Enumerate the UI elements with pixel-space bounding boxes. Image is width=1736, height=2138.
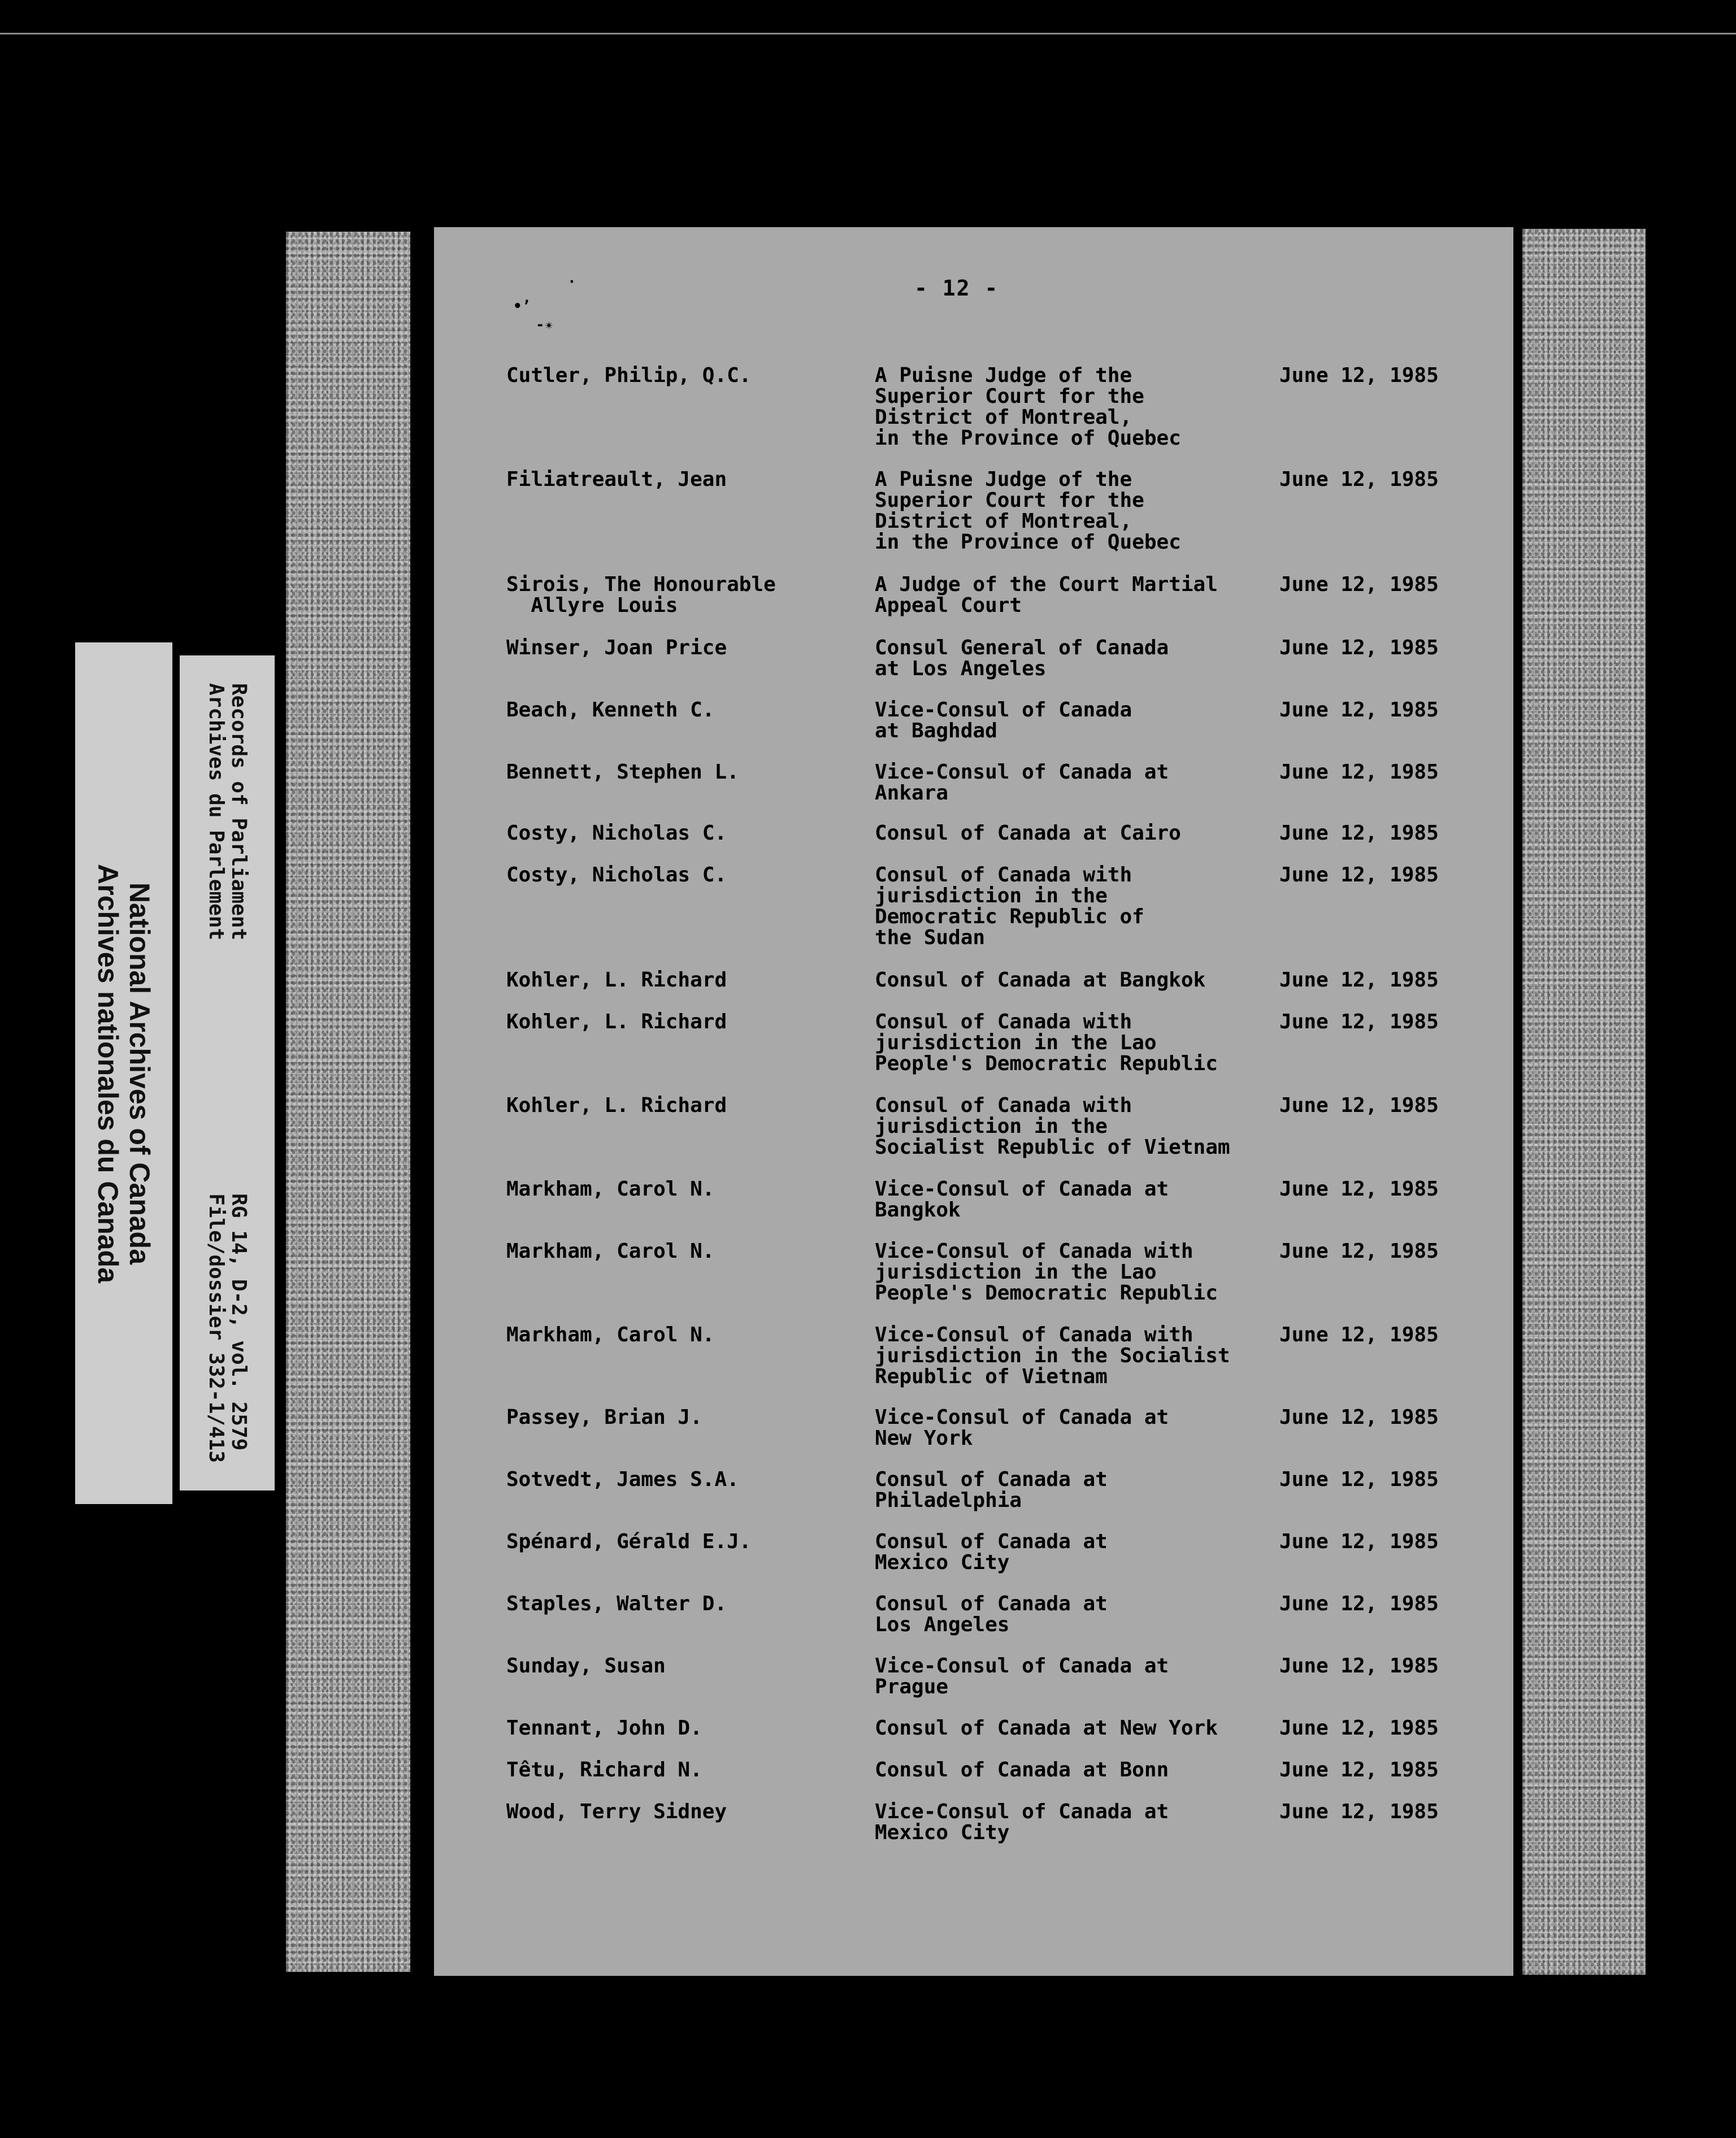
appointment-date: June 12, 1985 [1279, 1177, 1439, 1201]
appointee-name: Kohler, L. Richard [506, 968, 727, 992]
appointment-date: June 12, 1985 [1279, 698, 1439, 722]
document-page [434, 227, 1513, 1976]
appointee-name: Costy, Nicholas C. [506, 863, 727, 887]
appointee-name: Filiatreault, Jean [506, 468, 727, 491]
appointment-position: Vice-Consul of Canada at Mexico City [875, 1800, 1169, 1844]
records-series [205, 683, 250, 940]
archives-reference-label [180, 655, 275, 1490]
records-series-en: Records of Parliament [227, 683, 250, 941]
appointment-date: June 12, 1985 [1279, 636, 1439, 659]
appointment-position: Consul of Canada with jurisdiction in the Socialist Republic of Vietnam [875, 1094, 1230, 1159]
appointment-date: June 12, 1985 [1279, 364, 1439, 387]
appointment-position: Vice-Consul of Canada at Bangkok [875, 1177, 1169, 1222]
appointment-position: Consul of Canada at New York [875, 1717, 1218, 1740]
appointee-name: Sirois, The Honourable Allyre Louis [506, 573, 776, 617]
appointment-position: Consul of Canada at Philadelphia [875, 1468, 1108, 1512]
appointment-position: Vice-Consul of Canada at Ankara [875, 761, 1169, 805]
appointee-name: Passey, Brian J. [506, 1406, 702, 1429]
scratch-mark: · [567, 273, 576, 290]
archives-stamp-label [75, 642, 172, 1504]
appointee-name: Sotvedt, James S.A. [506, 1468, 739, 1491]
appointment-date: June 12, 1985 [1279, 1717, 1439, 1740]
appointee-name: Bennett, Stephen L. [506, 761, 739, 784]
appointee-name: Kohler, L. Richard [506, 1094, 727, 1117]
page-number: - 12 - [914, 276, 999, 301]
appointment-position: Vice-Consul of Canada at New York [875, 1406, 1169, 1450]
appointment-position: A Puisne Judge of the Superior Court for the District of Montreal, in the Province of Quebec [875, 468, 1181, 554]
scanner-edge-line [0, 33, 1736, 34]
appointment-date: June 12, 1985 [1279, 1468, 1439, 1491]
scratch-mark: •’ [513, 298, 531, 315]
appointment-position: Consul of Canada at Cairo [875, 822, 1181, 845]
appointment-position: Consul of Canada with jurisdiction in the Lao People's Democratic Republic [875, 1010, 1218, 1075]
appointment-position: Vice-Consul of Canada with jurisdiction in the Socialist Republic of Vietnam [875, 1323, 1230, 1388]
appointee-name: Markham, Carol N. [506, 1323, 715, 1346]
appointment-position: Vice-Consul of Canada with jurisdiction in the Lao People's Democratic Republic [875, 1240, 1218, 1305]
appointee-name: Winser, Joan Price [506, 636, 727, 659]
appointee-name: Staples, Walter D. [506, 1592, 727, 1615]
records-series-fr: Archives du Parlement [205, 683, 228, 941]
appointment-date: June 12, 1985 [1279, 1010, 1439, 1033]
page-edge-right [1522, 229, 1646, 1975]
appointment-date: June 12, 1985 [1279, 573, 1439, 596]
appointee-name: Spénard, Gérald E.J. [506, 1530, 752, 1553]
appointment-date: June 12, 1985 [1279, 1530, 1439, 1553]
page-edge-left [286, 232, 410, 1972]
appointment-date: June 12, 1985 [1279, 1758, 1439, 1781]
appointment-date: June 12, 1985 [1279, 1323, 1439, 1346]
appointment-date: June 12, 1985 [1279, 1094, 1439, 1117]
appointment-position: Consul of Canada at Los Angeles [875, 1592, 1108, 1636]
appointee-name: Beach, Kenneth C. [506, 698, 715, 722]
archives-institution-name [92, 864, 155, 1283]
appointment-date: June 12, 1985 [1279, 1800, 1439, 1823]
appointment-date: June 12, 1985 [1279, 1592, 1439, 1615]
appointee-name: Markham, Carol N. [506, 1240, 715, 1263]
appointee-name: Cutler, Philip, Q.C. [506, 364, 752, 387]
appointee-name: Kohler, L. Richard [506, 1010, 727, 1033]
appointment-date: June 12, 1985 [1279, 863, 1439, 887]
record-group-volume: RG 14, D-2, vol. 2579 [227, 1193, 250, 1451]
appointment-position: Consul of Canada at Mexico City [875, 1530, 1108, 1574]
appointment-date: June 12, 1985 [1279, 822, 1439, 845]
appointment-position: Consul General of Canada at Los Angeles [875, 636, 1169, 680]
appointment-position: A Judge of the Court Martial Appeal Court [875, 573, 1218, 617]
archives-reference-text [205, 683, 250, 1463]
appointee-name: Tennant, John D. [506, 1717, 702, 1740]
appointee-name: Markham, Carol N. [506, 1177, 715, 1201]
institution-name-fr: Archives nationales du Canada [92, 863, 124, 1283]
appointment-position: Consul of Canada at Bonn [875, 1758, 1169, 1781]
appointment-position: A Puisne Judge of the Superior Court for the District of Montreal, in the Province of Quebec [875, 364, 1181, 450]
appointment-position: Vice-Consul of Canada at Prague [875, 1654, 1169, 1698]
appointment-date: June 12, 1985 [1279, 761, 1439, 784]
appointee-name: Sunday, Susan [506, 1654, 666, 1678]
file-reference [205, 1193, 250, 1463]
appointment-date: June 12, 1985 [1279, 468, 1439, 491]
appointee-name: Têtu, Richard N. [506, 1758, 702, 1781]
scratch-mark: -✴ [536, 316, 554, 333]
appointment-position: Vice-Consul of Canada at Baghdad [875, 698, 1132, 742]
institution-name-en: National Archives of Canada [124, 882, 155, 1264]
appointment-date: June 12, 1985 [1279, 1406, 1439, 1429]
appointment-position: Consul of Canada at Bangkok [875, 968, 1206, 992]
appointee-name: Wood, Terry Sidney [506, 1800, 727, 1823]
appointment-date: June 12, 1985 [1279, 1240, 1439, 1263]
appointment-date: June 12, 1985 [1279, 1654, 1439, 1678]
file-number: File/dossier 332-1/413 [205, 1193, 228, 1463]
appointment-date: June 12, 1985 [1279, 968, 1439, 992]
appointment-position: Consul of Canada with jurisdiction in the Democratic Republic of the Sudan [875, 863, 1144, 949]
appointee-name: Costy, Nicholas C. [506, 822, 727, 845]
